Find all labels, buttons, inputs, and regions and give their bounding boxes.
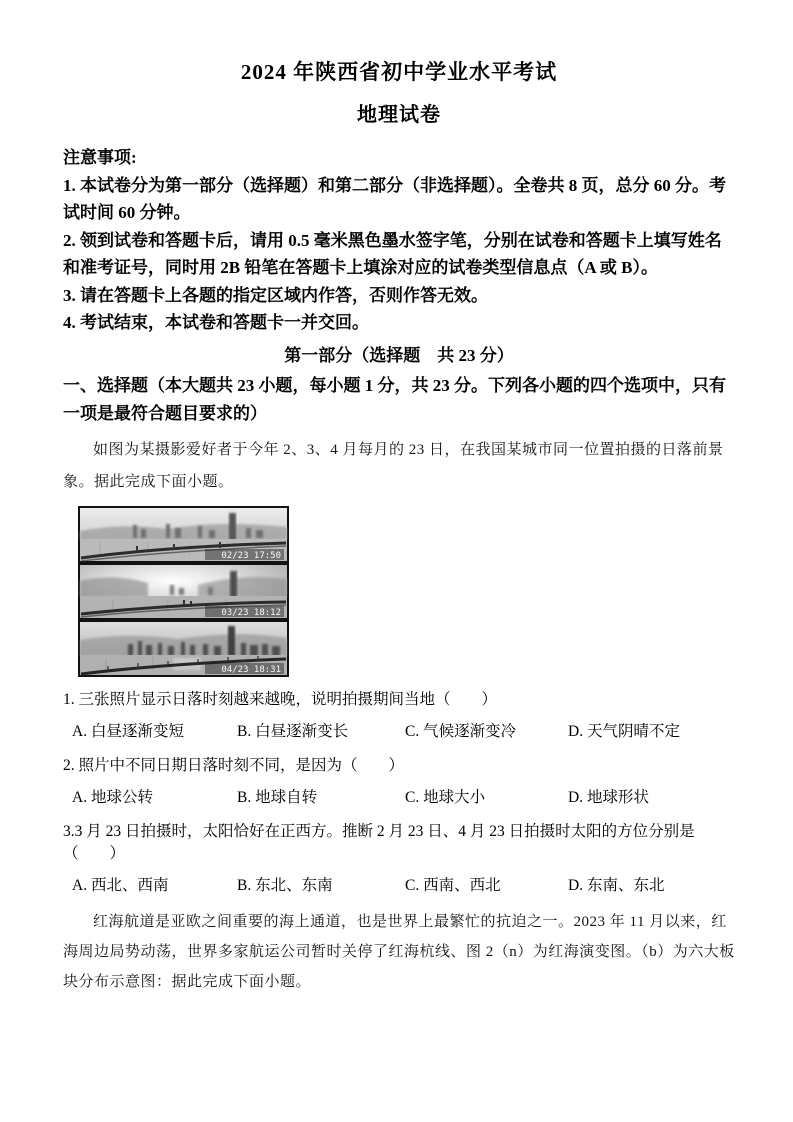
question-block-3 [63,821,735,897]
question-1-option-a: A. 白昼逐渐变短 [72,722,184,740]
notice-item-3: 3. 请在答题卡上各题的指定区域内作答，否则作答无效。 [63,285,488,305]
sunset-photo-april [78,620,289,677]
tall-tower [229,513,236,540]
sunset-photo-collage [78,506,289,677]
page-title: 2024 年陕西省初中学业水平考试 [240,60,558,84]
tall-tower [230,571,237,597]
passage-sunset-photos: 如图为某摄影爱好者于今年 2、3、4 月每月的 23 日，在我国某城市同一位置拍摄的日落前景象。据此完成下面小题。 [63,441,724,490]
question-3-option-d: D. 东南、东北 [568,876,665,894]
question-1-option-b: B. 白昼逐渐变长 [237,722,349,740]
question-2-options [63,787,735,809]
question-1-options [63,721,735,743]
notice-block [63,144,735,337]
question-3-option-a: A. 西北、西南 [72,876,169,894]
notice-item-4: 4. 考试结束，本试卷和答题卡一并交回。 [63,313,369,332]
question-block-1 [63,689,735,743]
passage-red-sea: 红海航道是亚欧之间重要的海上通道，也是世界上最繁忙的抗迫之一。2023 年 11 月以来，红海周边局势动荡，世界多家航运公司暂时关停了红海杭线、图 2（n）为红海演变图。（b）为六大板块分布示意图：据此完成下面小题。 [63,913,735,990]
question-2-option-d: D. 地球形状 [568,788,649,806]
notice-item-2: 2. 领到试卷和答题卡后，请用 0.5 毫米黑色墨水签字笔，分别在试卷和答题卡上填写姓名和准考证号，同时用 2B 铅笔在答题卡上填涂对应的试卷类型信息点（A 或 B）。 [63,230,722,277]
notice-item-1: 1. 本试卷分为第一部分（选择题）和第二部分（非选择题）。全卷共 8 页，总分 60 分。考试时间 60 分钟。 [63,175,726,222]
question-3-option-b: B. 东北、东南 [237,876,333,894]
question-1-option-d: D. 天气阴晴不定 [568,722,680,740]
sunset-photo-february [78,506,289,563]
notice-heading: 注意事项: [63,148,137,167]
question-2-option-c: C. 地球大小 [405,788,486,806]
photo-timestamp-february: 02/23 17:50 [221,550,281,561]
question-1-option-c: C. 气候逐渐变冷 [405,722,517,740]
part-one-heading: 第一部分（选择题 共 23 分） [284,345,514,365]
multiple-choice-instruction: 一、选择题（本大题共 23 小题，每小题 1 分，共 23 分。下列各小题的四个选项中，只有一项是最符合题目要求的） [63,375,726,423]
question-3-text: 3.3 月 23 日拍摄时，太阳恰好在正西方。推断 2 月 23 日、4 月 23 日拍摄时太阳的方位分别是（ ） [63,822,695,862]
question-2-option-b: B. 地球自转 [237,788,318,806]
sunset-photo-march [78,563,289,620]
question-3-option-c: C. 西南、西北 [405,876,501,894]
question-block-2 [63,755,735,809]
question-2-option-a: A. 地球公转 [72,788,153,806]
page-subtitle: 地理试卷 [357,104,441,126]
photo-timestamp-march: 03/23 18:12 [221,607,281,618]
question-2-text: 2. 照片中不同日期日落时刻不同，是因为（ ） [63,756,405,774]
tall-tower [228,626,235,656]
question-3-options [63,875,735,897]
question-1-text: 1. 三张照片显示日落时刻越来越晚，说明拍摄期间当地（ ） [63,690,498,708]
photo-timestamp-april: 04/23 18:31 [221,664,281,675]
